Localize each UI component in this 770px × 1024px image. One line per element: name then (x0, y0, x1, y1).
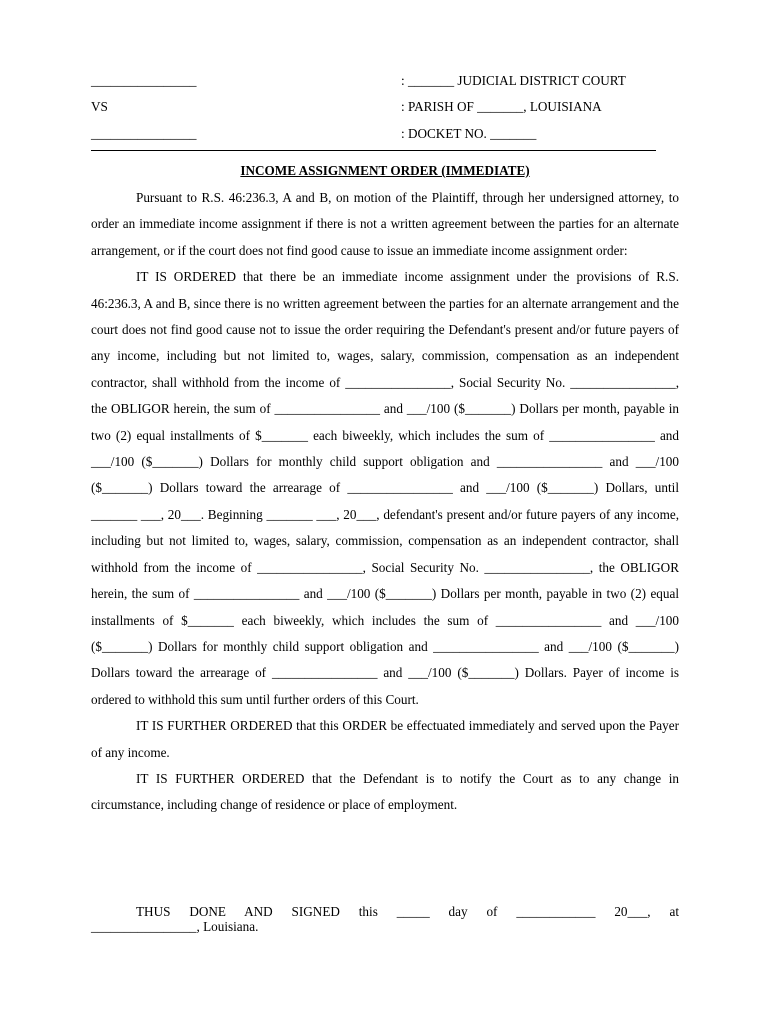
signed-line: THUS DONE AND SIGNED this _____ day of ____________ 20___, at (136, 904, 679, 919)
docket-number: : DOCKET NO. _______ (401, 126, 537, 141)
parish-name: : PARISH OF _______, LOUISIANA (401, 99, 602, 114)
notification-paragraph: IT IS FURTHER ORDERED that the Defendant is to notify the Court as to any change in circumstance, including change of residence or place of employment. (91, 770, 679, 813)
caption-divider (91, 150, 656, 151)
document-body (91, 185, 679, 819)
motion-paragraph: Pursuant to R.S. 46:236.3, A and B, on motion of the Plaintiff, through her undersigned attorney, to order an immediate income assignment if there is not a written agreement between the parties for an alternate arrangement, or if the court does not find good cause to issue an immediate income assignment order: (91, 190, 679, 258)
court-name: : _______ JUDICIAL DISTRICT COURT (401, 73, 626, 88)
signed-location: ________________, Louisiana. (91, 919, 259, 934)
defendant-name-blank: ________________ (91, 126, 197, 141)
versus-label: VS (91, 99, 108, 114)
document-title: INCOME ASSIGNMENT ORDER (IMMEDIATE) (240, 163, 530, 178)
signature-block (91, 904, 679, 934)
order-paragraph: IT IS ORDERED that there be an immediate income assignment under the provisions of R.S. 46:236.3, A and B, since there is no written agreement between the parties for an alternate arrangement and the court does not find good cause not to issue the order requiring the Defendant's present and/or future payers of any income, including but not limited to, wages, salary, commission, compensation as an independent contractor, shall withhold from the income of ________________, Social Security No. ________________, the OBLIGOR herein, the sum of ________________ and ___/100 ($_______) Dollars per month, payable in two (2) equal installments of $_______ each biweekly, which includes the sum of ________________ and ___/100 ($_______) Dollars for monthly child support obligation and ________________ and ___/100 ($_______) Dollars toward the arrearage of ________________ and ___/100 ($_______) Dollars, until _______ ___, 20___. Beginning _______ ___, 20___, defendant's present and/or future payers of any income, including but not limited to, wages, salary, commission, compensation as an independent contractor, shall withhold from the income of ________________, Social Security No. ________________, the OBLIGOR herein, the sum of ________________ and ___/100 ($_______) Dollars per month, payable in two (2) equal installments of $_______ each biweekly, which includes the sum of ________________ and ___/100 ($_______) Dollars for monthly child support obligation and ________________ and ___/100 ($_______) Dollars toward the arrearage of ________________ and ___/100 ($_______) Dollars. Payer of income is ordered to withhold this sum until further orders of this Court. (91, 269, 679, 707)
plaintiff-name-blank: ________________ (91, 73, 197, 88)
service-paragraph: IT IS FURTHER ORDERED that this ORDER be effectuated immediately and served upon the Payer of any income. (91, 718, 679, 760)
